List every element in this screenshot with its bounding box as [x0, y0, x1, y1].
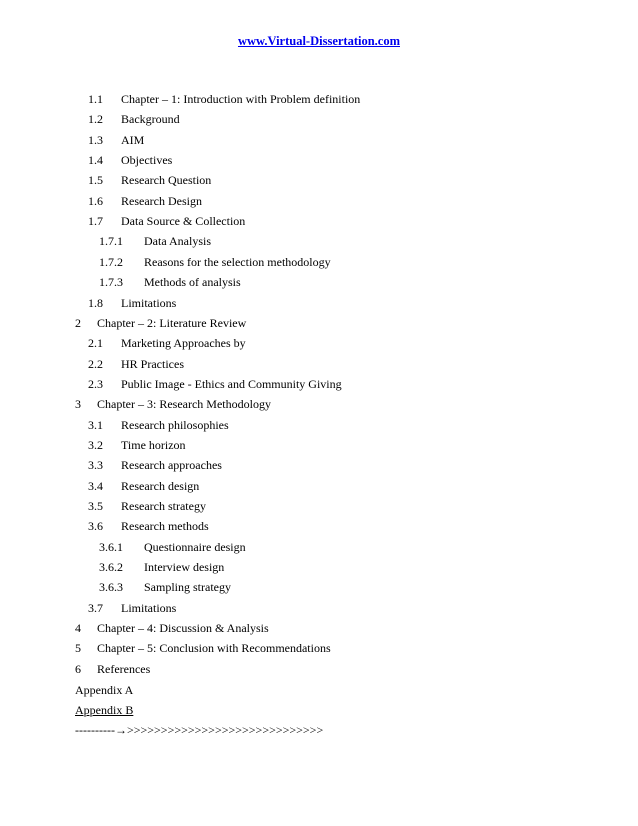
toc-entry [0, 275, 638, 289]
toc-entry-number: 1.3 [88, 133, 103, 147]
toc-entry-label: Objectives [121, 153, 173, 167]
toc-entry-number: 3.4 [88, 479, 103, 493]
toc-entry-number: 2.1 [88, 336, 103, 350]
toc-entry-number: 1.2 [88, 112, 103, 126]
toc-entry-label: Research strategy [121, 499, 206, 513]
toc-entry-number: 2 [75, 316, 81, 330]
toc-entry-number: 1.4 [88, 153, 103, 167]
toc-entry [0, 580, 638, 594]
toc-entry-number: 1.7.2 [99, 255, 123, 269]
toc-entry-number: 1.5 [88, 173, 103, 187]
toc-entry-label: Questionnaire design [144, 540, 246, 554]
toc-entry [0, 133, 638, 147]
toc-entry-number: 1.7 [88, 214, 103, 228]
toc-entry-number: 2.3 [88, 377, 103, 391]
toc-entry [0, 662, 638, 676]
toc-entry-label: Time horizon [121, 438, 186, 452]
toc-entry-number: 6 [75, 662, 81, 676]
toc-entry-label: Sampling strategy [144, 580, 231, 594]
toc-entry-label: Research methods [121, 519, 209, 533]
toc-entry-number: 5 [75, 641, 81, 655]
toc-entry-number: 3.1 [88, 418, 103, 432]
toc-entry [0, 479, 638, 493]
toc-entry-number: 3.6 [88, 519, 103, 533]
toc-entry-number: 3.5 [88, 499, 103, 513]
site-link[interactable]: www.Virtual-Dissertation.com [237, 34, 400, 48]
toc-entry-label: Chapter – 4: Discussion & Analysis [97, 621, 269, 635]
toc-entry-label: Data Analysis [144, 234, 211, 248]
toc-entry-label: Data Source & Collection [121, 214, 246, 228]
toc-entry [0, 153, 638, 167]
toc-entry-label: Background [121, 112, 180, 126]
toc-entry-label: HR Practices [121, 357, 184, 371]
toc-entry [0, 499, 638, 513]
toc-entry [0, 92, 638, 106]
toc-entry [0, 112, 638, 126]
toc-entry [0, 621, 638, 635]
toc-entry-number: 3.2 [88, 438, 103, 452]
toc-entry [0, 540, 638, 554]
toc-entry-label: Reasons for the selection methodology [144, 255, 331, 269]
toc-entry [0, 438, 638, 452]
toc-entry-label: Chapter – 5: Conclusion with Recommendations [97, 641, 331, 655]
toc-entry-label: References [97, 662, 151, 676]
toc-entry [0, 194, 638, 208]
toc-entry-number: 2.2 [88, 357, 103, 371]
toc-entry-number: 1.1 [88, 92, 103, 106]
toc-entry [0, 641, 638, 655]
toc-entry [0, 418, 638, 432]
toc-entry-number: 3.6.2 [99, 560, 123, 574]
toc-entry-label: Interview design [144, 560, 225, 574]
toc-entry-label: Chapter – 2: Literature Review [97, 316, 247, 330]
toc-entry-number: 1.6 [88, 194, 103, 208]
toc-entry-number: 1.7.1 [99, 234, 123, 248]
toc-entry [0, 357, 638, 371]
toc-entry [0, 173, 638, 187]
toc-entry-label: AIM [121, 133, 145, 147]
toc-entry-number: 3.7 [88, 601, 103, 615]
appendix-a: Appendix A [75, 683, 134, 697]
toc-entry [0, 560, 638, 574]
toc-entry [0, 458, 638, 472]
toc-entry-label: Chapter – 3: Research Methodology [97, 397, 271, 411]
toc-entry-label: Limitations [121, 601, 177, 615]
toc-entry [0, 234, 638, 248]
toc-entry-label: Marketing Approaches by [121, 336, 246, 350]
toc-entry [0, 601, 638, 615]
toc-entry [0, 255, 638, 269]
toc-entry-number: 3.6.3 [99, 580, 123, 594]
toc-entry-label: Research design [121, 479, 200, 493]
toc-entry [0, 214, 638, 228]
toc-entry [0, 397, 638, 411]
appendix-b: Appendix B [75, 703, 134, 717]
toc-entry-label: Research philosophies [121, 418, 229, 432]
toc-entry-number: 3.3 [88, 458, 103, 472]
toc-entry [0, 316, 638, 330]
toc-entry [0, 519, 638, 533]
toc-entry-label: Chapter – 1: Introduction with Problem definition [121, 92, 361, 106]
toc-entry-label: Research Design [121, 194, 202, 208]
toc-entry-number: 1.7.3 [99, 275, 123, 289]
toc-entry-number: 4 [75, 621, 81, 635]
toc-entry-number: 3 [75, 397, 81, 411]
toc-entry [0, 296, 638, 310]
toc-entry-number: 3.6.1 [99, 540, 123, 554]
toc-entry [0, 336, 638, 350]
toc-entry-number: 1.8 [88, 296, 103, 310]
arrow-line: ----------→>>>>>>>>>>>>>>>>>>>>>>>>>>>>> [75, 723, 324, 737]
toc-entry-label: Public Image - Ethics and Community Giving [121, 377, 342, 391]
toc-entry-label: Research Question [121, 173, 212, 187]
toc-entry [0, 377, 638, 391]
toc-entry-label: Methods of analysis [144, 275, 241, 289]
toc-entry-label: Research approaches [121, 458, 222, 472]
toc-entry-label: Limitations [121, 296, 177, 310]
